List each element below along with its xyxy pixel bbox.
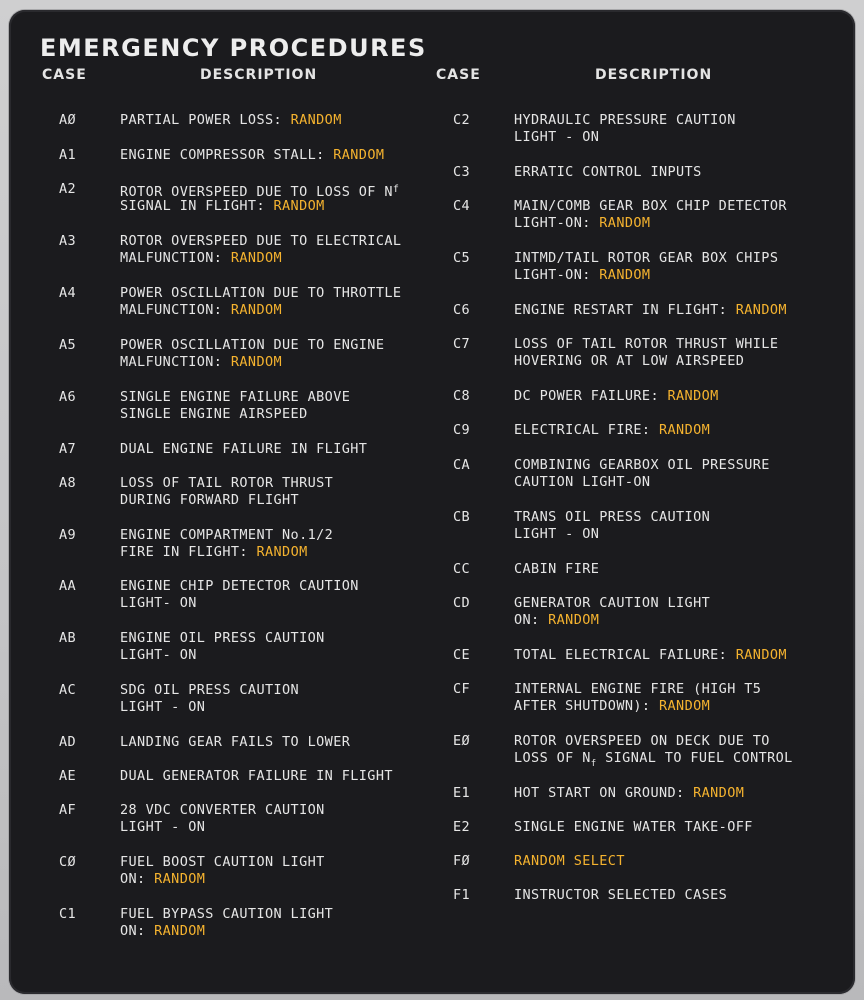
description-line xyxy=(514,198,787,215)
description-text: ENGINE COMPARTMENT No.1/2 xyxy=(120,527,334,543)
random-tag: RANDOM xyxy=(333,147,385,163)
description-line xyxy=(120,734,350,751)
case-code: CF xyxy=(453,681,471,697)
description-text: LIGHT- ON xyxy=(120,647,197,663)
description-line xyxy=(120,285,401,302)
case-code: C2 xyxy=(453,112,471,128)
case-code: C7 xyxy=(453,336,471,352)
case-code: A2 xyxy=(59,181,77,197)
case-code: CE xyxy=(453,647,471,663)
description-text: DURING FORWARD FLIGHT xyxy=(120,492,300,508)
description-line xyxy=(120,475,333,492)
description-text: LIGHT - ON xyxy=(514,526,600,542)
description-line xyxy=(120,768,393,785)
description-text: FUEL BYPASS CAUTION LIGHT xyxy=(120,906,334,922)
case-code: CB xyxy=(453,509,471,525)
description-header-left: DESCRIPTION xyxy=(200,67,318,83)
description-line xyxy=(120,492,299,509)
description-text: ROTOR OVERSPEED ON DECK DUE TO xyxy=(514,733,770,749)
description-line xyxy=(514,215,650,232)
description-header-right: DESCRIPTION xyxy=(595,67,713,83)
description-text: MAIN/COMB GEAR BOX CHIP DETECTOR xyxy=(514,198,787,214)
description-line xyxy=(514,887,727,904)
description-line xyxy=(514,595,710,612)
case-code: F1 xyxy=(453,887,471,903)
description-text: HYDRAULIC PRESSURE CAUTION xyxy=(514,112,736,128)
random-tag: RANDOM xyxy=(230,250,283,266)
description-line xyxy=(514,474,650,491)
description-text: INTMD/TAIL ROTOR GEAR BOX CHIPS xyxy=(514,250,779,266)
description-text: DC POWER FAILURE: xyxy=(514,388,668,404)
description-line xyxy=(514,302,787,319)
description-line xyxy=(514,388,719,405)
description-text: PARTIAL POWER LOSS: xyxy=(120,112,291,128)
description-line xyxy=(514,612,599,629)
description-text: LIGHT-ON: xyxy=(514,267,600,283)
description-line xyxy=(120,854,325,871)
description-text: SIGNAL IN FLIGHT: xyxy=(120,198,274,214)
procedures-panel xyxy=(9,10,855,994)
description-line xyxy=(120,699,205,716)
description-line xyxy=(514,733,770,750)
description-text: INSTRUCTOR SELECTED CASES xyxy=(514,887,728,903)
case-code: C8 xyxy=(453,388,471,404)
case-code: A1 xyxy=(59,147,77,163)
case-code: AB xyxy=(59,630,77,646)
description-line xyxy=(514,129,599,146)
description-text: ENGINE CHIP DETECTOR CAUTION xyxy=(120,578,359,594)
case-code: AA xyxy=(59,578,77,594)
description-text: POWER OSCILLATION DUE TO THROTTLE xyxy=(120,285,402,301)
description-line xyxy=(120,112,342,129)
description-line xyxy=(514,164,702,181)
description-text: SINGLE ENGINE AIRSPEED xyxy=(120,406,308,422)
case-code: FØ xyxy=(453,853,471,869)
description-line xyxy=(514,698,710,715)
random-tag: RANDOM xyxy=(230,354,283,370)
description-line xyxy=(514,422,710,439)
description-text: COMBINING GEARBOX OIL PRESSURE xyxy=(514,457,770,473)
description-text: SINGLE ENGINE WATER TAKE-OFF xyxy=(514,819,753,835)
description-line xyxy=(120,302,282,319)
description-line xyxy=(514,267,650,284)
description-text: ENGINE COMPRESSOR STALL: xyxy=(120,147,334,163)
description-line xyxy=(514,526,599,543)
description-text: DUAL ENGINE FAILURE IN FLIGHT xyxy=(120,441,368,457)
case-code: A5 xyxy=(59,337,77,353)
case-code: AE xyxy=(59,768,77,784)
description-line xyxy=(120,147,384,164)
random-tag: RANDOM xyxy=(273,198,325,214)
case-code: CC xyxy=(453,561,471,577)
description-line xyxy=(120,389,350,406)
case-code: AF xyxy=(59,802,77,818)
description-text: MALFUNCTION: xyxy=(120,250,231,266)
description-line xyxy=(514,853,625,870)
description-text: ENGINE OIL PRESS CAUTION xyxy=(120,630,325,646)
description-text: LOSS OF TAIL ROTOR THRUST WHILE xyxy=(514,336,779,352)
description-text: LIGHT- ON xyxy=(120,595,197,611)
description-text: ROTOR OVERSPEED DUE TO ELECTRICAL xyxy=(120,233,402,249)
description-text: ON: xyxy=(120,871,155,887)
panel-title: EMERGENCY PROCEDURES xyxy=(40,34,427,62)
description-line xyxy=(120,630,325,647)
description-line xyxy=(120,527,333,544)
description-text: FIRE IN FLIGHT: xyxy=(120,544,257,560)
description-line xyxy=(514,509,710,526)
random-tag: RANDOM SELECT xyxy=(514,853,625,869)
description-line xyxy=(514,336,778,353)
description-line xyxy=(120,871,205,888)
description-line xyxy=(514,819,753,836)
random-tag: RANDOM xyxy=(693,785,745,801)
case-code: C6 xyxy=(453,302,471,318)
description-line xyxy=(120,595,197,612)
description-text: 28 VDC CONVERTER CAUTION xyxy=(120,802,325,818)
case-code: AØ xyxy=(59,112,77,128)
random-tag: RANDOM xyxy=(599,215,651,231)
description-text: CAUTION LIGHT-ON xyxy=(514,474,651,490)
description-line xyxy=(514,561,599,578)
random-tag: RANDOM xyxy=(735,647,787,663)
description-text: POWER OSCILLATION DUE TO ENGINE xyxy=(120,337,385,353)
random-tag: RANDOM xyxy=(256,544,308,560)
description-line xyxy=(120,233,401,250)
description-text: LIGHT-ON: xyxy=(514,215,600,231)
random-tag: RANDOM xyxy=(735,302,787,318)
case-code: CD xyxy=(453,595,471,611)
case-code: E2 xyxy=(453,819,471,835)
case-header-left: CASE xyxy=(42,67,87,83)
description-text: LIGHT - ON xyxy=(514,129,600,145)
case-code: C3 xyxy=(453,164,471,180)
description-text: ON: xyxy=(514,612,549,628)
random-tag: RANDOM xyxy=(658,698,711,714)
description-text: ENGINE RESTART IN FLIGHT: xyxy=(514,302,736,318)
description-text: LOSS OF TAIL ROTOR THRUST xyxy=(120,475,334,491)
description-text: GENERATOR CAUTION LIGHT xyxy=(514,595,711,611)
description-line xyxy=(120,337,384,354)
description-text: LIGHT - ON xyxy=(120,699,206,715)
subscript-f: f xyxy=(590,759,597,769)
description-line xyxy=(514,647,787,664)
description-text: HOT START ON GROUND: xyxy=(514,785,694,801)
description-line xyxy=(514,681,761,698)
case-code: C4 xyxy=(453,198,471,214)
description-text: MALFUNCTION: xyxy=(120,302,231,318)
description-line xyxy=(514,112,736,129)
description-line xyxy=(514,750,793,773)
description-text: ELECTRICAL FIRE: xyxy=(514,422,659,438)
case-code: A8 xyxy=(59,475,77,491)
description-text: CABIN FIRE xyxy=(514,561,600,577)
case-code: CA xyxy=(453,457,471,473)
case-code: A4 xyxy=(59,285,77,301)
description-text: TOTAL ELECTRICAL FAILURE: xyxy=(514,647,736,663)
random-tag: RANDOM xyxy=(548,612,600,628)
description-line xyxy=(120,406,308,423)
description-text: LIGHT - ON xyxy=(120,819,206,835)
description-line xyxy=(120,544,308,561)
description-line xyxy=(120,647,197,664)
random-tag: RANDOM xyxy=(230,302,283,318)
random-tag: RANDOM xyxy=(154,871,206,887)
random-tag: RANDOM xyxy=(658,422,711,438)
description-text: ERRATIC CONTROL INPUTS xyxy=(514,164,702,180)
description-text: MALFUNCTION: xyxy=(120,354,231,370)
description-line xyxy=(120,802,325,819)
description-line xyxy=(120,198,325,215)
case-code: A3 xyxy=(59,233,77,249)
case-code: AD xyxy=(59,734,77,750)
description-line xyxy=(120,250,282,267)
random-tag: RANDOM xyxy=(154,923,206,939)
description-text: FUEL BOOST CAUTION LIGHT xyxy=(120,854,325,870)
description-line xyxy=(120,578,359,595)
description-text: SINGLE ENGINE FAILURE ABOVE xyxy=(120,389,351,405)
description-text: LOSS OF N xyxy=(514,750,591,766)
description-text: LANDING GEAR FAILS TO LOWER xyxy=(120,734,351,750)
case-code: CØ xyxy=(59,854,77,870)
case-header-right: CASE xyxy=(436,67,481,83)
case-code: E1 xyxy=(453,785,471,801)
description-text: HOVERING OR AT LOW AIRSPEED xyxy=(514,353,745,369)
case-code: EØ xyxy=(453,733,471,749)
description-line xyxy=(120,906,333,923)
case-code: AC xyxy=(59,682,77,698)
case-code: A9 xyxy=(59,527,77,543)
description-text: DUAL GENERATOR FAILURE IN FLIGHT xyxy=(120,768,393,784)
description-text: TRANS OIL PRESS CAUTION xyxy=(514,509,711,525)
random-tag: RANDOM xyxy=(599,267,651,283)
description-text: ROTOR OVERSPEED DUE TO LOSS OF N xyxy=(120,184,393,200)
case-code: A7 xyxy=(59,441,77,457)
case-code: A6 xyxy=(59,389,77,405)
description-text: SIGNAL TO FUEL CONTROL xyxy=(596,750,793,766)
case-code: C1 xyxy=(59,906,77,922)
description-line xyxy=(120,923,205,940)
subscript-f: f xyxy=(392,184,400,195)
description-text: INTERNAL ENGINE FIRE (HIGH T5 xyxy=(514,681,762,697)
random-tag: RANDOM xyxy=(290,112,342,128)
description-line xyxy=(514,457,770,474)
random-tag: RANDOM xyxy=(667,388,719,404)
description-line xyxy=(514,353,744,370)
case-code: C9 xyxy=(453,422,471,438)
description-line xyxy=(120,354,282,371)
description-line xyxy=(514,785,744,802)
description-line xyxy=(514,250,778,267)
description-line xyxy=(120,819,205,836)
case-code: C5 xyxy=(453,250,471,266)
description-line xyxy=(120,441,367,458)
description-text: ON: xyxy=(120,923,155,939)
description-text: SDG OIL PRESS CAUTION xyxy=(120,682,300,698)
description-text: AFTER SHUTDOWN): xyxy=(514,698,659,714)
description-line xyxy=(120,682,299,699)
